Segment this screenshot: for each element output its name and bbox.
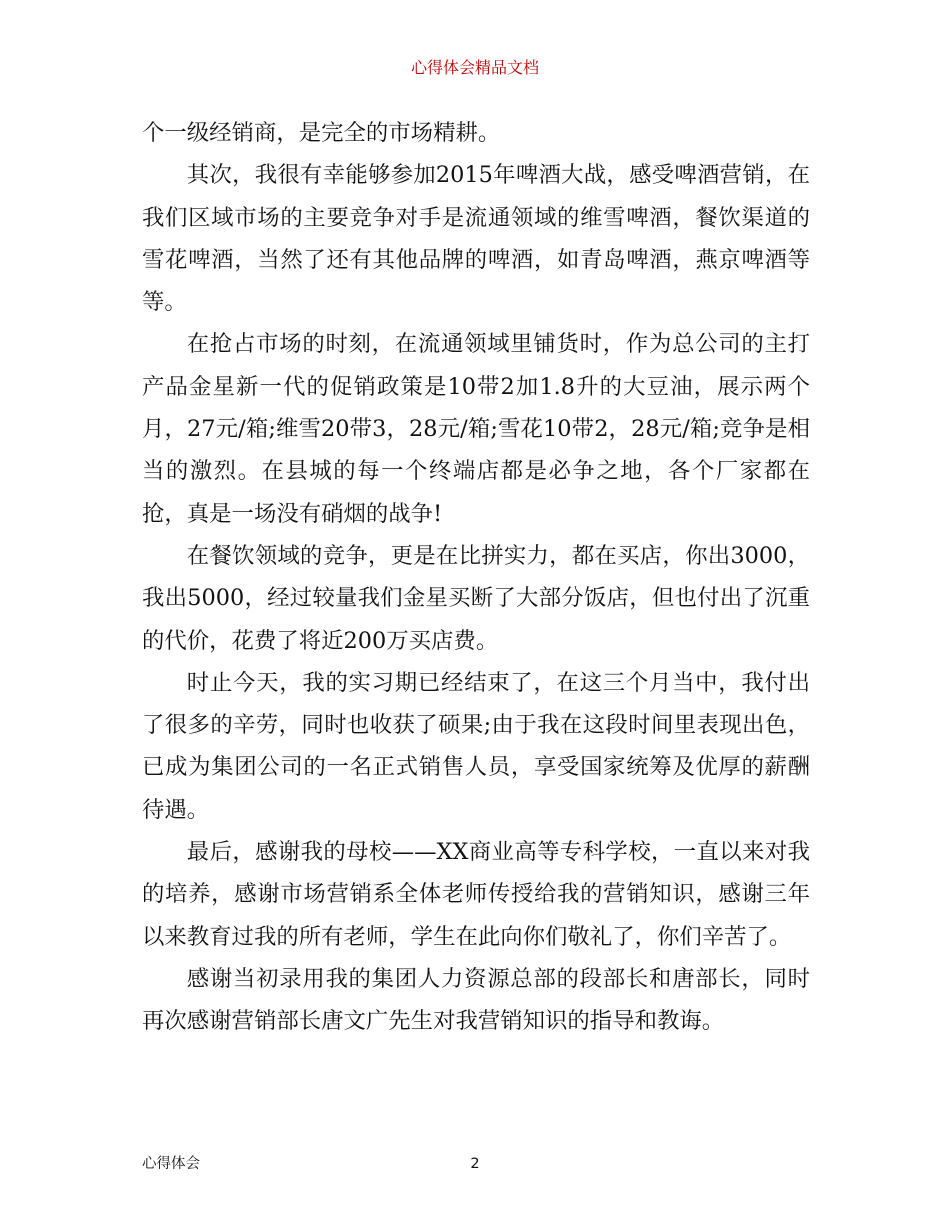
- footer-label: 心得体会: [142, 1156, 200, 1172]
- paragraph-beer-competition: 其次，我很有幸能够参加2015年啤酒大战，感受啤酒营销，在我们区域市场的主要竞争对手是流通领域的维雪啤酒，餐饮渠道的雪花啤酒，当然了还有其他品牌的啤酒，如青岛啤酒，燕京啤酒等等。: [142, 162, 810, 316]
- document-body: [142, 112, 810, 1043]
- paragraph-market-distribution: 在抢占市场的时刻，在流通领域里铺货时，作为总公司的主打产品金星新一代的促销政策是10带2加1.8升的大豆油，展示两个月，27元/箱;维雪20带3，28元/箱;雪花10带2，28元/箱;竞争是相当的激烈。在县城的每一个终端店都是必争之地，各个厂家都在抢，真是一场没有硝烟的战争!: [142, 331, 810, 527]
- paragraph-thanks-school: 最后，感谢我的母校——XX商业高等专科学校，一直以来对我的培养，感谢市场营销系全体老师传授给我的营销知识，感谢三年以来教育过我的所有老师，学生在此向你们敬礼了，你们辛苦了。: [142, 839, 810, 950]
- page-header-title: 心得体会精品文档: [410, 58, 539, 77]
- page-number: 2: [470, 1156, 480, 1172]
- paragraph-catering-competition: 在餐饮领域的竞争，更是在比拼实力，都在买店，你出3000，我出5000，经过较量我们金星买断了大部分饭店，但也付出了沉重的代价，花费了将近200万买店费。: [142, 542, 810, 654]
- paragraph-internship-end: 时止今天，我的实习期已经结束了，在这三个月当中，我付出了很多的辛劳，同时也收获了硕果;由于我在这段时间里表现出色，已成为集团公司的一名正式销售人员，享受国家统筹及优厚的薪酬待遇。: [142, 669, 810, 823]
- paragraph-thanks-managers: 感谢当初录用我的集团人力资源总部的段部长和唐部长，同时再次感谢营销部长唐文广先生对我营销知识的指导和教诲。: [142, 965, 810, 1035]
- paragraph-continuation: 个一级经销商，是完全的市场精耕。: [142, 120, 501, 146]
